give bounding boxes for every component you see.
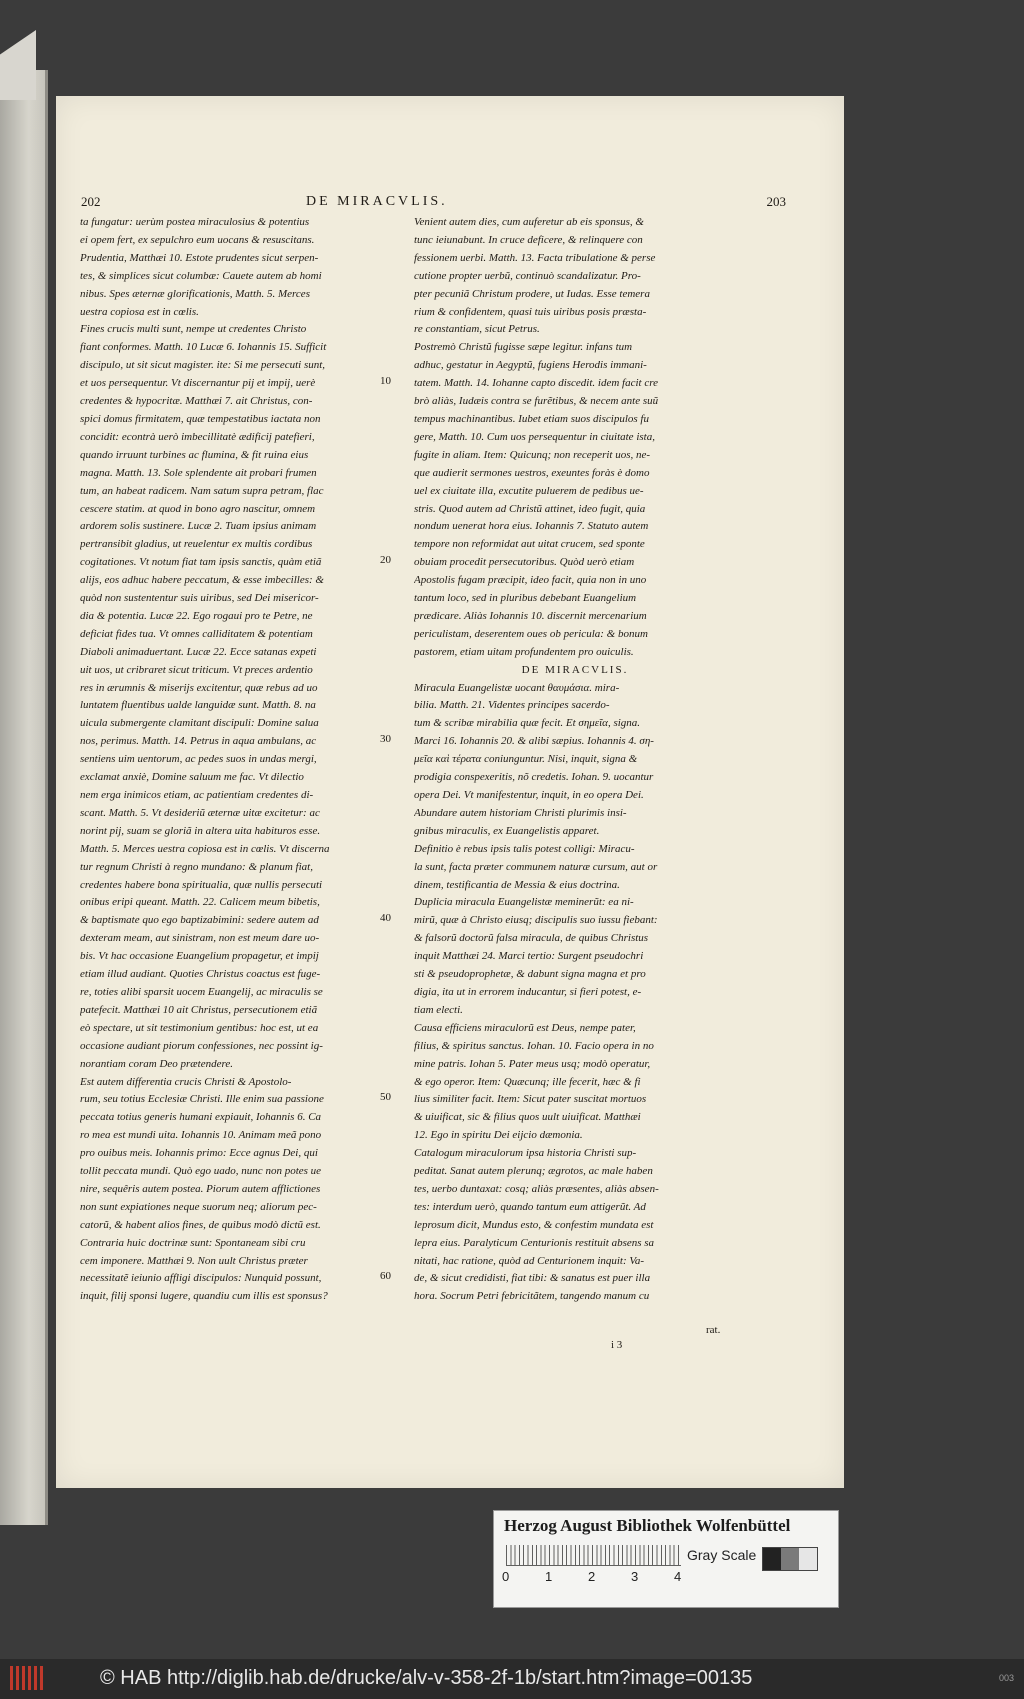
text-line: ta fungatur: uerùm postea miraculosius & potentius [80, 216, 310, 228]
text-line: pertransibit gladius, ut reuelentur ex multis cordibus [80, 538, 313, 551]
text-line: cescere statim. at quod in bono agro nascitur, omnem [80, 502, 316, 515]
text-line: 12. Ego in spiritu Dei eijcio dæmonia. [414, 1129, 583, 1142]
hab-logo-icon [10, 1666, 44, 1690]
book-page [56, 96, 844, 1488]
text-line: prædicare. Aliàs Iohannis 10. discernit mercenarium [414, 609, 647, 622]
gray-swatch-patch [781, 1548, 799, 1570]
text-line: non sunt expiationes neque suorum neq; aliorum pec- [80, 1200, 317, 1213]
signature-mark: i 3 [611, 1339, 623, 1351]
text-line: de, & sicut credidisti, fiat tibi: & sanatus est puer illa [414, 1272, 651, 1285]
text-line: opera Dei. Vt manifestentur, inquit, in eo opera Dei. [414, 789, 644, 801]
text-line: la sunt, facta præter communem naturæ cursum, aut or [414, 860, 658, 873]
text-line: eò spectare, ut sit testimonium gentibus: hoc est, ut ea [80, 1021, 319, 1034]
text-line: prodigia conspexeritis, nõ credetis. Iohan. 9. uocantur [414, 771, 654, 784]
text-line: nos, perimus. Matth. 14. Petrus in aqua ambulans, ac [80, 735, 317, 748]
text-line: norantiam coram Deo prætendere. [80, 1057, 233, 1070]
text-line: lepra eius. Paralyticum Centurionis restituit absens sa [414, 1236, 655, 1249]
text-line: ei opem fert, ex sepulchro eum uocans & resuscitans. [80, 233, 315, 246]
text-line: ro mea est mundi uita. Iohannis 10. Animam meã pono [80, 1129, 322, 1142]
right-column [414, 214, 736, 1306]
text-line: rum, seu totius Ecclesiæ Christi. Ille enim sua passione [80, 1093, 324, 1106]
institution-label: Herzog August Bibliothek Wolfenbüttel [504, 1516, 791, 1535]
gray-scale-label: Gray Scale [687, 1547, 757, 1563]
line-number: 40 [380, 912, 391, 925]
text-line: Miracula Euangelistæ uocant θαυμάσια. mira- [414, 681, 620, 694]
text-line: nire, sequêris autem postea. Piorum autem afflictiones [80, 1182, 321, 1195]
text-line: Marci 16. Iohannis 20. & alibi sæpius. Iohannis 4. ση- [414, 735, 654, 748]
text-line: Apostolis fugam præcipit, ideo facit, quia non in uno [414, 574, 647, 587]
text-line: spici domus firmitatem, quæ tempestatibus iactata non [80, 412, 321, 425]
text-line: & falsorũ doctorũ falsa miracula, de quibus Christus [414, 932, 649, 945]
line-number: 20 [380, 554, 391, 567]
text-line: credentes & hypocritæ. Matthæi 7. ait Christus, con- [80, 395, 313, 408]
text-line: scant. Matth. 5. Vt desideriũ æternæ uitæ excitetur: ac [80, 806, 320, 819]
text-line: Prudentia, Matthæi 10. Estote prudentes sicut serpen- [80, 251, 319, 264]
text-line: tes, uerbo duntaxat: cosq; aliàs præsentes, aliàs absen- [414, 1182, 659, 1195]
text-line: obuiam procedit persecutoribus. Quòd uerò etiam [414, 556, 635, 569]
left-column [80, 214, 402, 1306]
text-line: μεῖα καὶ τέρατα coniunguntur. Nisi, inquit, signa & [414, 753, 638, 766]
text-line: onibus eripi queant. Matth. 22. Calicem meum bibetis, [80, 896, 320, 909]
page-corner [0, 30, 36, 100]
line-number: 30 [380, 733, 391, 746]
text-line: res in ærumnis & miserijs excitentur, quæ rebus ad uo [80, 681, 318, 694]
text-line: luntatem fluentibus ualde languidæ sunt. Matth. 8. na [80, 699, 316, 712]
text-line: filius, & spiritus sanctus. Iohan. 10. Facio opera in no [414, 1039, 654, 1052]
gray-swatch [762, 1547, 818, 1571]
text-line: alijs, eos adhuc habere peccatum, & esse imbecilles: & [80, 574, 324, 587]
text-line: bis. Vt hac occasione Euangelium propagetur, et impij [80, 950, 319, 963]
text-line: hora. Socrum Petri febricitãtem, tangendo manum cu [414, 1290, 650, 1303]
footer-side-number: 003 [998, 1673, 1014, 1683]
text-line: rium & confidentem, quasi tuis uiribus posis præsta- [414, 305, 647, 318]
text-line: tes, & simplices sicut columbæ: Cauete autem ab homi [80, 269, 322, 282]
text-line: occasione audiant piorum confessiones, nec possint ig- [80, 1039, 323, 1052]
text-line: Est autem differentia crucis Christi & Apostolo- [80, 1075, 292, 1088]
text-line: tum, an habeat radicem. Nam satum supra petram, flac [80, 484, 324, 497]
text-line: ardorem solis sustinere. Lucæ 2. Tuam ipsius animam [80, 520, 317, 533]
text-line: inquit Matthæi 24. Marci tertio: Surgent pseudochri [414, 950, 644, 963]
text-line: exclamat anxiè, Domine saluum me fac. Vt dilectio [80, 771, 304, 784]
text-line: quòd non sustententur suis uiribus, sed Dei misericor- [80, 592, 319, 605]
scale-number: 2 [588, 1569, 596, 1584]
text-line: inquit, filij sponsi lugere, quandiu cum illis est sponsus? [80, 1290, 328, 1303]
scale-number: 1 [545, 1569, 553, 1584]
text-line: Causa efficiens miraculorũ est Deus, nempe pater, [414, 1021, 636, 1034]
text-line: tes: interdum uerò, quando tantum eum attigerũt. Ad [414, 1200, 646, 1213]
text-line: pro ouibus meis. Iohannis primo: Ecce agnus Dei, qui [80, 1147, 318, 1160]
text-line: Diaboli animaduertant. Lucæ 22. Ecce satanas expeti [80, 645, 317, 658]
text-line: tollit peccata mundi. Quò ego uado, nunc non potes ue [80, 1165, 322, 1178]
text-line: quando irruunt turbines ac flumina, & fit ruina eius [80, 448, 309, 461]
text-line: sti & pseudoprophetæ, & dabunt signa magna et pro [414, 968, 646, 981]
text-line: cem imponere. Matthæi 9. Non uult Christus præter [80, 1254, 308, 1267]
text-line: patefecit. Matthæi 10 ait Christus, persecutionem etiã [80, 1003, 318, 1016]
text-line: Venient autem dies, cum auferetur ab eis sponsus, & [414, 216, 644, 228]
text-line: pastorem, etiam uitam profundentem pro ouiculis. [414, 645, 634, 658]
gray-swatch-patch [763, 1548, 781, 1570]
text-line: uel ex ciuitate illa, excutite puluerem de pedibus ue- [414, 484, 644, 497]
text-line: fugite in aliam. Item: Quicunq; non receperit uos, ne- [414, 448, 651, 461]
text-line: Contraria huic doctrinæ sunt: Spontaneam sibi cru [80, 1236, 306, 1249]
text-line: fiant conformes. Matth. 10 Lucæ 6. Iohannis 15. Sufficit [80, 341, 327, 354]
text-line: tantum loco, sed in pluribus debebant Euangelium [414, 592, 637, 605]
text-line: Abundare autem historiam Christi plurimis insi- [414, 806, 627, 819]
text-line: Duplicia miracula Euangelistæ meminerũt: ea ni- [414, 896, 634, 909]
text-line: dexteram meam, aut sinistram, non est meum dare uo- [80, 932, 320, 945]
text-line: digia, ita ut in errorem inducantur, si fieri potest, e- [414, 985, 642, 998]
text-line: cogitationes. Vt notum fiat tam ipsis sanctis, quàm etiã [80, 556, 322, 569]
footer-bar [0, 1659, 1024, 1699]
text-line: concidit: econtrà uerò imbecillitatè ædificij patefieri, [80, 430, 315, 443]
text-line: etiam illud audiant. Quoties Christus coactus est fuge- [80, 968, 321, 981]
text-line: gnibus miraculis, ex Euangelistis apparet. [414, 824, 600, 837]
text-line: Postremò Christũ fugisse sæpe legitur. infans tum [414, 341, 633, 354]
text-line: mirũ, quæ à Christo eiusq; discipulis suo iussu fiebant: [414, 914, 658, 927]
text-line: leprosum dicit, Mundus esto, & confestim mundata est [414, 1218, 654, 1231]
text-line: mine patris. Iohan 5. Pater meus usq; modò operatur, [414, 1057, 651, 1070]
text-line: bilia. Matth. 21. Videntes principes sacerdo- [414, 699, 610, 712]
text-line: nem erga inimicos etiam, ac patientiam credentes di- [80, 789, 314, 801]
text-line: deficiat fides tua. Vt omnes calliditatem & potentiam [80, 627, 313, 640]
text-line: re, toties alibi sparsit uocem Euangelij, ac miraculis se [80, 985, 323, 998]
text-line: nondum uenerat hora eius. Iohannis 7. Statuto autem [414, 520, 649, 533]
text-line: cutione propter uerbũ, continuò scandalizatur. Pro- [414, 269, 641, 282]
line-number: 60 [380, 1270, 391, 1283]
text-line: tum & scribæ mirabilia quæ fecit. Et σημεῖα, signa. [414, 717, 641, 730]
text-line: re constantiam, sicut Petrus. [414, 323, 540, 336]
footer-url[interactable]: © HAB http://diglib.hab.de/drucke/alv-v-358-2f-1b/start.htm?image=00135 [100, 1667, 753, 1689]
text-line: et uos persequentur. Vt discernantur pij et impij, uerè [80, 377, 316, 390]
text-line: & uiuificat, sic & filius quos uult uiuificat. Matthæi [414, 1111, 641, 1124]
text-line: Matth. 5. Merces uestra copiosa est in cœlis. Vt discerna [80, 842, 330, 855]
text-line: nitati, hac ratione, quòd ad Centurionem inquit: Va- [414, 1254, 645, 1267]
text-line: credentes habere bona spiritualia, quæ nullis persecuti [80, 878, 323, 891]
text-line: necessitatẽ ieiunio affligi discipulos: Nunquid possunt, [80, 1272, 322, 1285]
text-line: adhuc, gestatur in Aegyptũ, fugiens Herodis immani- [414, 359, 647, 372]
text-line: tunc ieiunabunt. In cruce deficere, & relinquere con [414, 233, 643, 246]
text-line: norint pij, suam se gloriã in altera uita habituros esse. [80, 824, 321, 837]
color-card [493, 1510, 839, 1608]
scale-number: 3 [631, 1569, 639, 1584]
line-number: 50 [380, 1091, 391, 1104]
text-line: peditat. Sanat autem plerunq; ægrotos, ac male haben [414, 1165, 653, 1178]
adjacent-page-edge [0, 70, 48, 1525]
scale-number: 0 [502, 1569, 510, 1584]
page-edge-shadow [45, 70, 48, 1525]
page-number-left: 202 [81, 194, 101, 209]
text-line: tatem. Matth. 14. Iohanne capto discedit. idem facit cre [414, 377, 658, 390]
text-line: gere, Matth. 10. Cum uos persequentur in ciuitate ista, [414, 430, 655, 443]
text-line: dia & potentia. Lucæ 22. Ego rogaui pro te Petre, ne [80, 609, 313, 622]
scale-ruler [506, 1545, 681, 1566]
text-line: que audierit sermones uestros, exeuntes foràs è domo [414, 466, 650, 479]
text-line: Definitio è rebus ipsis talis potest colligi: Miracu- [414, 842, 635, 855]
text-line: discipulo, ut sit sicut magister. ite: Si me persecuti sunt, [80, 359, 326, 372]
text-line: tempus machinantibus. Iubet etiam suos discipulos fu [414, 412, 649, 425]
running-header [56, 194, 844, 214]
text-line: & baptismate quo ego baptizabimini: sedere autem ad [80, 914, 319, 927]
text-line: sentiens uim uentorum, ac pedes suos in undas mergi, [80, 753, 317, 766]
text-line: catorũ, & habent alios fines, de quibus modò dictũ est. [80, 1218, 321, 1231]
text-line: brò aliàs, Iudæis contra se furẽtibus, & necem ante suũ [414, 395, 659, 408]
text-line: magna. Matth. 13. Sole splendente ait probari frumen [80, 466, 317, 479]
text-line: Catalogum miraculorum ipsa historia Christi sup- [414, 1147, 637, 1160]
running-title: DE MIRACVLIS. [306, 194, 448, 209]
text-line: nibus. Spes æternæ glorificationis, Matth. 5. Merces [80, 287, 310, 300]
text-line: & ego operor. Item: Quæcunq; ille fecerit, hæc & fi [414, 1075, 641, 1088]
text-line: uicula submergente clamitant discipuli: Domine salua [80, 717, 319, 730]
text-line: tur regnum Christi à regno mundano: & planum fiat, [80, 860, 313, 873]
text-line: tempore non reformidat aut uitat crucem, sed sponte [414, 538, 645, 551]
text-line: Fines crucis multi sunt, nempe ut credentes Christo [80, 323, 307, 336]
text-line: periculistam, deserentem oues ob pericula: & bonum [414, 627, 648, 640]
text-line: tiam electi. [414, 1003, 463, 1016]
catchword: rat. [706, 1324, 721, 1336]
text-line: uit uos, ut cribraret sicut triticum. Vt preces ardentio [80, 663, 313, 676]
text-line: lius similiter facit. Item: Sicut pater suscitat mortuos [414, 1093, 647, 1106]
line-number: 10 [380, 375, 391, 388]
text-line: fessionem uerbi. Matth. 13. Facta tribulatione & perse [414, 251, 656, 264]
text-line: uestra copiosa est in cœlis. [80, 305, 199, 318]
text-line: DE MIRACVLIS. [521, 663, 629, 676]
text-line: peccata totius generis humani expiauit, Iohannis 6. Ca [80, 1111, 322, 1124]
text-line: stris. Quod autem ad Christũ attinet, ideo fugit, quia [414, 502, 646, 515]
page-number-right: 203 [766, 194, 786, 209]
text-line: dinem, testificantia de Messia & eius doctrina. [414, 878, 620, 891]
scale-number: 4 [674, 1569, 682, 1584]
gray-swatch-patch [799, 1548, 817, 1570]
text-line: pter pecuniã Christum prodere, ut Iudas. Esse temera [414, 287, 650, 300]
